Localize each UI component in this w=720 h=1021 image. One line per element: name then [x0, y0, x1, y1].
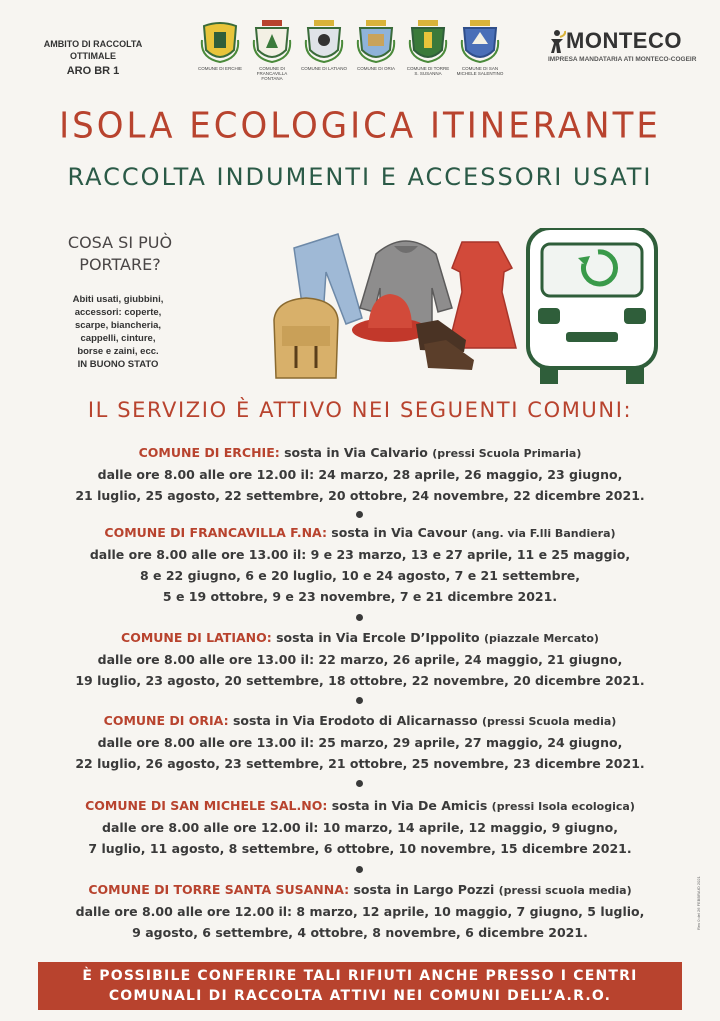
crest-shield-icon — [356, 20, 396, 64]
schedule-line: 21 luglio, 25 agosto, 22 settembre, 20 ottobre, 24 novembre, 22 dicembre 2021. — [75, 488, 645, 503]
comune-name: COMUNE DI SAN MICHELE SAL.NO: — [85, 798, 328, 813]
items-line: scarpe, biancheria, — [74, 320, 162, 331]
comune-block-francavilla — [40, 522, 680, 607]
crest-name: COMUNE DI LATIANO — [301, 66, 347, 71]
items-line: borse e zaini, ecc. — [77, 346, 159, 357]
separator-dot — [356, 697, 363, 704]
comune-block-erchie — [40, 442, 680, 506]
aro-line2: OTTIMALE — [70, 51, 116, 61]
revision-note: Rev 0 del 26 FEBBRAIO 2021 — [696, 876, 701, 930]
crest-name: COMUNE DI ORIA — [356, 66, 395, 71]
service-heading: IL SERVIZIO È ATTIVO NEI SEGUENTI COMUNI: — [87, 398, 633, 422]
crest-shield-icon — [460, 20, 500, 64]
comune-header — [40, 710, 680, 732]
schedule-line: dalle ore 8.00 alle ore 12.00 il: 8 marzo, 12 aprile, 10 maggio, 7 giugno, 5 luglio, — [75, 904, 645, 919]
separator-dot — [356, 614, 363, 621]
comune-name: COMUNE DI FRANCAVILLA F.NA: — [104, 525, 327, 540]
comune-note: (pressi Scuola media) — [481, 715, 617, 728]
question-heading — [60, 232, 180, 276]
comune-name: COMUNE DI ERCHIE: — [138, 445, 280, 460]
crest-shield-icon — [200, 20, 240, 64]
separator-dot — [356, 511, 363, 518]
comune-note: (pressi Scuola Primaria) — [432, 447, 582, 460]
bus-icon — [528, 228, 656, 384]
schedule-line: 7 luglio, 11 agosto, 8 settembre, 6 ottobre, 10 novembre, 15 dicembre 2021. — [88, 841, 632, 856]
crest-name: COMUNE DI SAN MICHELE SALENTINO — [456, 66, 504, 76]
comune-block-oria — [40, 710, 680, 774]
footer-line2: COMUNALI DI RACCOLTA ATTIVI NEI COMUNI DELL’A.R.O. — [108, 988, 612, 1004]
clothing-illustration — [266, 228, 666, 388]
crest-torre — [404, 20, 452, 82]
comune-header — [40, 442, 680, 464]
crest-name: COMUNE DI ERCHIE — [197, 66, 242, 71]
aro-line3: ARO BR 1 — [66, 65, 120, 77]
items-line: Abiti usati, giubbini, — [72, 294, 164, 305]
comune-name: COMUNE DI ORIA: — [103, 713, 229, 728]
comune-header — [40, 879, 680, 901]
items-list — [48, 293, 188, 371]
comune-name: COMUNE DI TORRE SANTA SUSANNA: — [88, 882, 350, 897]
comune-note: (pressi scuola media) — [498, 884, 632, 897]
schedule-line: dalle ore 8.00 alle ore 12.00 il: 24 marzo, 28 aprile, 26 maggio, 23 giugno, — [97, 467, 623, 482]
items-line: cappelli, cinture, — [80, 333, 156, 344]
aro-label — [28, 38, 158, 77]
schedule-line: dalle ore 8.00 alle ore 13.00 il: 9 e 23 marzo, 13 e 27 aprile, 11 e 25 maggio, — [89, 547, 631, 562]
schedule-line: 19 luglio, 23 agosto, 20 settembre, 18 ottobre, 22 novembre, 20 dicembre 2021. — [75, 673, 645, 688]
crest-oria — [352, 20, 400, 82]
question-line2: PORTARE? — [79, 255, 161, 274]
monteco-logo — [548, 28, 698, 63]
comune-place: sosta in Via Erodoto di Alicarnasso — [228, 713, 482, 728]
comune-header — [40, 627, 680, 649]
comune-block-torre — [40, 879, 680, 943]
comune-place: sosta in Via De Amicis — [327, 798, 492, 813]
logo-word — [548, 28, 698, 54]
crest-san-michele — [456, 20, 504, 82]
crest-name: COMUNE DI TORRE S. SUSANNA — [406, 66, 450, 76]
crest-shield-icon — [408, 20, 448, 64]
comune-header — [40, 522, 680, 544]
page-title: ISOLA ECOLOGICA ITINERANTE — [59, 105, 661, 147]
question-line1: COSA SI PUÒ — [67, 233, 173, 252]
person-icon — [548, 29, 566, 53]
logo-subtitle: IMPRESA MANDATARIA ATI MONTECO-COGEIR — [548, 56, 697, 63]
separator-dot — [356, 780, 363, 787]
comune-note: (ang. via F.lli Bandiera) — [471, 527, 616, 540]
municipal-crests — [196, 20, 504, 82]
comune-block-latiano — [40, 627, 680, 691]
schedule-line: dalle ore 8.00 alle ore 13.00 il: 22 marzo, 26 aprile, 24 maggio, 21 giugno, — [97, 652, 623, 667]
footer-line1: È POSSIBILE CONFERIRE TALI RIFIUTI ANCHE PRESSO I CENTRI — [82, 968, 638, 984]
crest-name: COMUNE DI FRANCAVILLA FONTANA — [256, 66, 288, 81]
crest-francavilla — [248, 20, 296, 82]
crest-shield-icon — [252, 20, 292, 64]
footer-banner — [38, 962, 682, 1010]
schedule-line: 5 e 19 ottobre, 9 e 23 novembre, 7 e 21 dicembre 2021. — [162, 589, 558, 604]
comune-place: sosta in Via Cavour — [326, 525, 472, 540]
schedule-line: dalle ore 8.00 alle ore 12.00 il: 10 marzo, 14 aprile, 12 maggio, 9 giugno, — [102, 820, 618, 835]
schedule-line: dalle ore 8.00 alle ore 13.00 il: 25 marzo, 29 aprile, 27 maggio, 24 giugno, — [97, 735, 623, 750]
page-subtitle: RACCOLTA INDUMENTI E ACCESSORI USATI — [67, 163, 653, 191]
schedule-line: 22 luglio, 26 agosto, 23 settembre, 21 ottobre, 25 novembre, 23 dicembre 2021. — [75, 756, 645, 771]
aro-line1: AMBITO DI RACCOLTA — [43, 39, 143, 49]
crest-shield-icon — [304, 20, 344, 64]
comune-block-san-michele — [40, 795, 680, 859]
crest-latiano — [300, 20, 348, 82]
items-line: IN BUONO STATO — [77, 359, 159, 370]
backpack-icon — [274, 298, 338, 378]
comune-note: (pressi Isola ecologica) — [491, 800, 635, 813]
comune-place: sosta in Via Ercole D’Ippolito — [271, 630, 484, 645]
schedule-line: 8 e 22 giugno, 6 e 20 luglio, 10 e 24 agosto, 7 e 21 settembre, — [139, 568, 581, 583]
dress-icon — [448, 242, 516, 348]
comune-header — [40, 795, 680, 817]
comune-place: sosta in Via Calvario — [279, 445, 433, 460]
items-line: accessori: coperte, — [74, 307, 162, 318]
comune-place: sosta in Largo Pozzi — [349, 882, 499, 897]
separator-dot — [356, 866, 363, 873]
schedule-line: 9 agosto, 6 settembre, 4 ottobre, 8 novembre, 6 dicembre 2021. — [132, 925, 588, 940]
crest-erchie — [196, 20, 244, 82]
comune-name: COMUNE DI LATIANO: — [121, 630, 272, 645]
logo-text: MONTECO — [566, 28, 682, 53]
comune-note: (piazzale Mercato) — [483, 632, 599, 645]
